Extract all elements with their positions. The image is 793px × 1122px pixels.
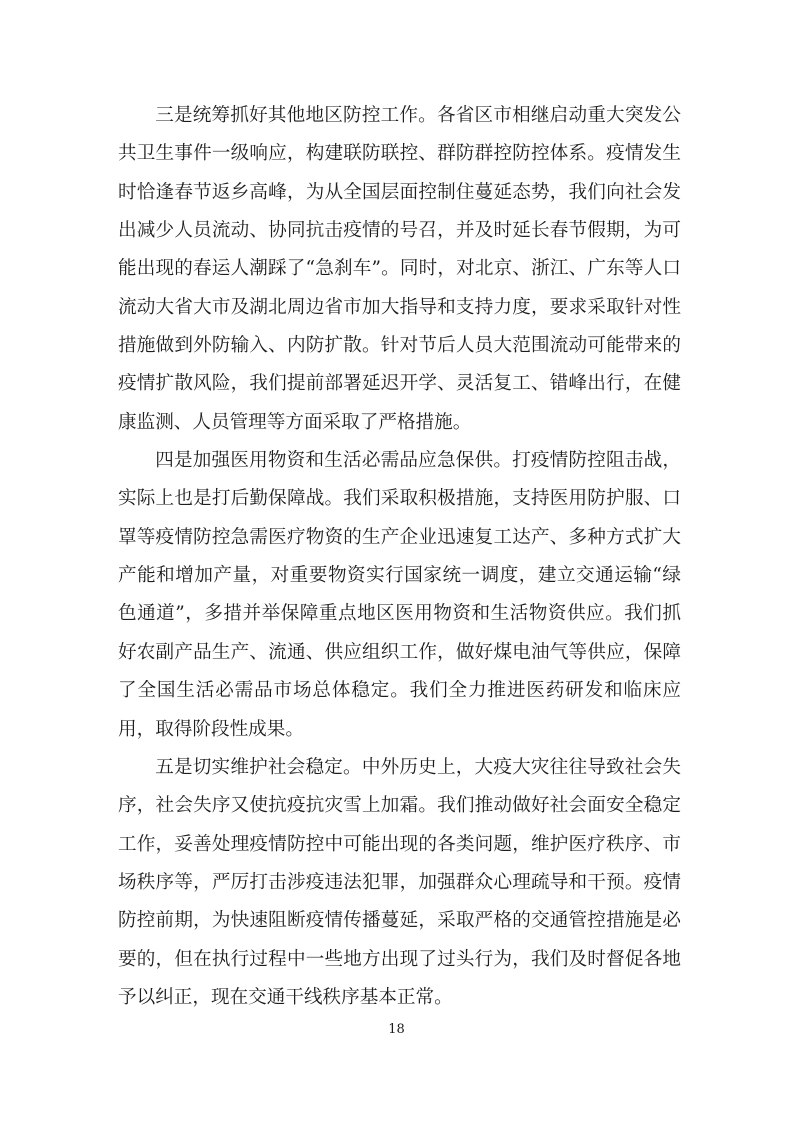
paragraph-1: 三是统筹抓好其他地区防控工作。各省区市相继启动重大突发公共卫生事件一级响应，构建联防联控、群防群控防控体系。疫情发生时恰逢春节返乡高峰，为从全国层面控制住蔓延态势，我们向社会发出减少人员流动、协同抗击疫情的号召，并及时延长春节假期，为可能出现的春运人潮踩了“急刹车”。同时，对北京、浙江、广东等人口流动大省大市及湖北周边省市加大指导和支持力度，要求采取针对性措施做到外防输入、内防扩散。针对节后人员大范围流动可能带来的疫情扩散风险，我们提前部署延迟开学、灵活复工、错峰出行，在健康监测、人员管理等方面采取了严格措施。 [118, 105, 681, 433]
page-number: 18 [388, 1022, 405, 1037]
document-body [118, 97, 681, 1017]
paragraph-3: 五是切实维护社会稳定。中外历史上，大疫大灾往往导致社会失序，社会失序又使抗疫抗灾雪上加霜。我们推动做好社会面安全稳定工作，妥善处理疫情防控中可能出现的各类问题，维护医疗秩序、市场秩序等，严厉打击涉疫违法犯罪，加强群众心理疏导和干预。疫情防控前期，为快速阻断疫情传播蔓延，采取严格的交通管控措施是必要的，但在执行过程中一些地方出现了过头行为，我们及时督促各地予以纠正，现在交通干线秩序基本正常。 [118, 756, 681, 1008]
paragraph-2: 四是加强医用物资和生活必需品应急保供。打疫情防控阻击战，实际上也是打后勤保障战。我们采取积极措施，支持医用防护服、口罩等疫情防控急需医疗物资的生产企业迅速复工达产、多种方式扩大产能和增加产量，对重要物资实行国家统一调度，建立交通运输“绿色通道”，多措并举保障重点地区医用物资和生活物资供应。我们抓好农副产品生产、流通、供应组织工作，做好煤电油气等供应，保障了全国生活必需品市场总体稳定。我们全力推进医药研发和临床应用，取得阶段性成果。 [118, 450, 681, 740]
